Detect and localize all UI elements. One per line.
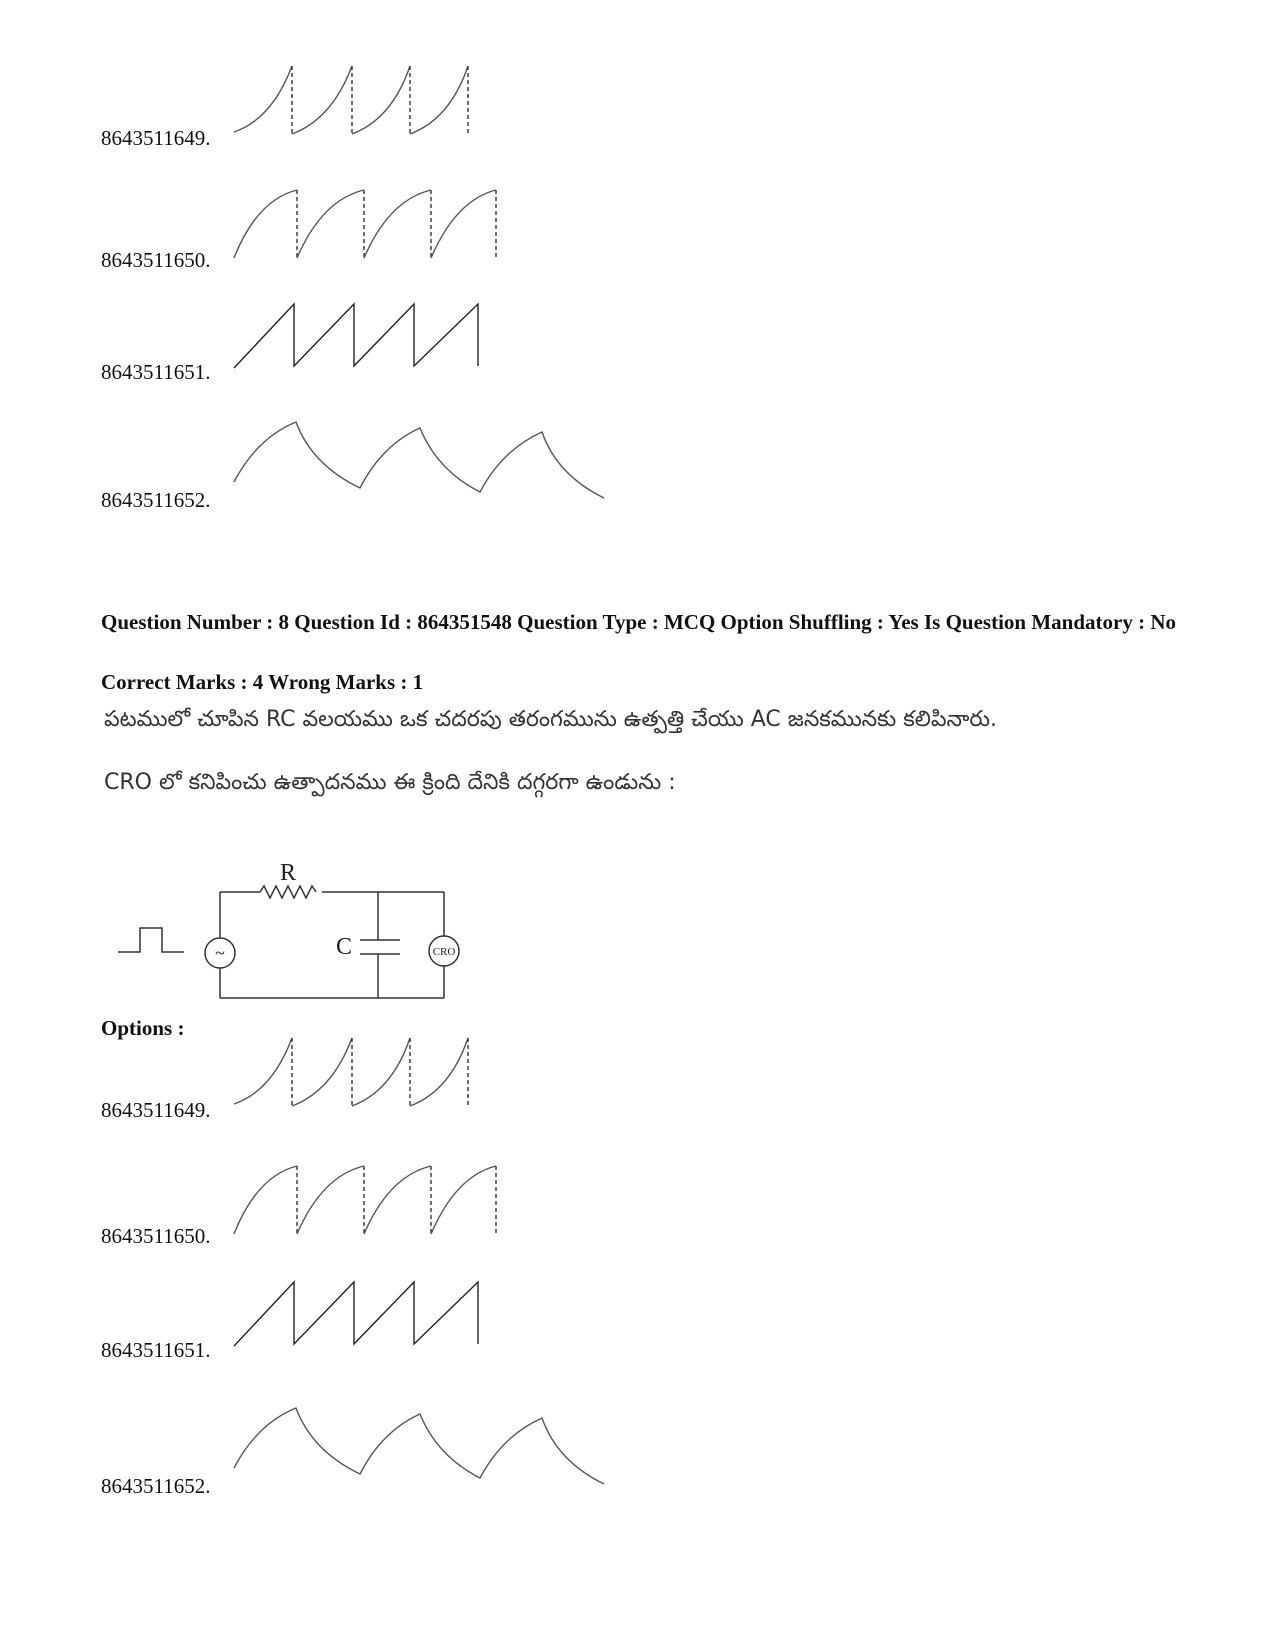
capacitor-label: C — [336, 934, 353, 960]
option-id: 8643511649. — [101, 126, 211, 150]
option-id: 8643511650. — [101, 1224, 211, 1248]
option-id: 8643511650. — [101, 248, 211, 272]
waveform-triangular-curved — [232, 1406, 622, 1496]
resistor-label: R — [279, 860, 297, 886]
waveform-sawtooth-concave-up — [232, 64, 492, 140]
rc-circuit-diagram — [110, 860, 490, 1000]
waveform-sawtooth-linear — [232, 302, 492, 374]
option-id: 8643511652. — [101, 488, 211, 512]
option-id: 8643511649. — [101, 1098, 211, 1122]
waveform-triangular-curved — [232, 420, 622, 510]
ac-source-glyph: ~ — [215, 943, 225, 963]
options-title: Options : — [101, 1016, 185, 1040]
waveform-sawtooth-concave-down — [232, 188, 512, 264]
question-text-line-1: పటములో చూపిన RC వలయము ఒక చదరపు తరంగమును ఉత్పత్తి చేయు AC జనకమునకు కలిపినారు. — [104, 707, 997, 732]
square-pulse-symbol — [118, 928, 184, 952]
waveform-sawtooth-linear — [232, 1280, 492, 1352]
resistor-symbol — [260, 886, 316, 898]
option-id: 8643511652. — [101, 1474, 211, 1498]
option-id: 8643511651. — [101, 1338, 211, 1362]
question-marks: Correct Marks : 4 Wrong Marks : 1 — [101, 670, 424, 694]
question-text-line-2: CRO లో కనిపించు ఉత్పాదనము ఈ క్రింది దేనికి దగ్గరగా ఉండును : — [104, 770, 676, 795]
cro-label: CRO — [432, 946, 456, 958]
option-id: 8643511651. — [101, 360, 211, 384]
waveform-sawtooth-concave-up — [232, 1036, 492, 1112]
waveform-sawtooth-concave-down — [232, 1164, 512, 1240]
question-header: Question Number : 8 Question Id : 864351548 Question Type : MCQ Option Shuffling : Yes Is Question Mandatory : No — [101, 610, 1176, 634]
